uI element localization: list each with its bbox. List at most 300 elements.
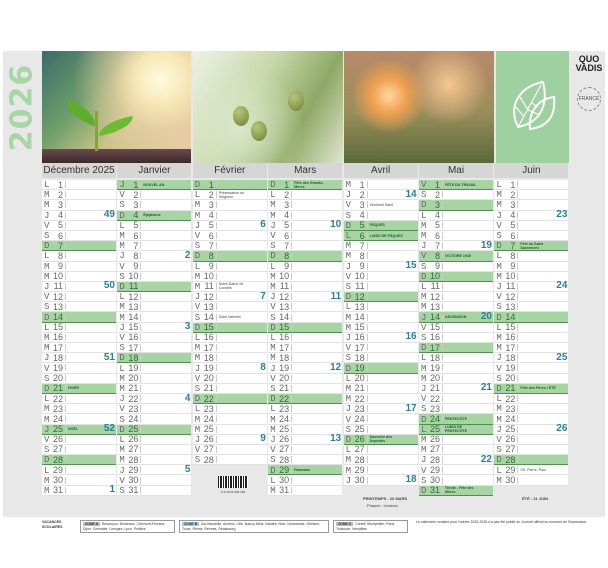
day-row[interactable] [344, 353, 418, 363]
day-row[interactable] [268, 435, 342, 445]
day-row[interactable] [117, 272, 191, 282]
day-number: 20 [354, 373, 365, 384]
day-number: 27 [128, 444, 139, 455]
day-row[interactable] [344, 312, 418, 322]
divider [65, 415, 66, 422]
day-row[interactable] [419, 312, 493, 322]
divider [291, 477, 292, 484]
day-row[interactable] [344, 272, 418, 282]
week-number: 24 [556, 280, 568, 292]
day-row[interactable] [419, 200, 493, 210]
divider [65, 405, 66, 412]
day-row[interactable] [419, 292, 493, 302]
day-row[interactable] [42, 445, 116, 455]
day-row[interactable] [42, 475, 116, 485]
day-row[interactable] [419, 353, 493, 363]
day-row[interactable] [193, 282, 267, 292]
day-row[interactable] [42, 323, 116, 333]
month-column [419, 180, 493, 496]
day-row[interactable] [419, 425, 493, 435]
day-row[interactable] [42, 312, 116, 322]
day-row[interactable] [42, 384, 116, 394]
day-number: 5 [133, 220, 139, 231]
day-row[interactable] [268, 486, 342, 496]
divider [291, 436, 292, 443]
day-row[interactable] [193, 262, 267, 272]
day-row[interactable] [117, 251, 191, 261]
day-row[interactable] [193, 180, 267, 190]
day-row[interactable] [42, 333, 116, 343]
day-row[interactable] [268, 323, 342, 333]
day-row[interactable] [494, 302, 568, 312]
day-row[interactable] [494, 262, 568, 272]
day-row[interactable] [494, 374, 568, 384]
day-row[interactable] [419, 455, 493, 465]
day-row[interactable] [268, 384, 342, 394]
divider [140, 477, 141, 484]
day-row[interactable] [42, 262, 116, 272]
divider [291, 303, 292, 310]
day-row[interactable] [344, 435, 418, 445]
day-number: 6 [133, 230, 139, 241]
day-row[interactable] [193, 292, 267, 302]
day-row[interactable] [117, 445, 191, 455]
day-row[interactable] [117, 221, 191, 231]
day-row[interactable] [419, 221, 493, 231]
day-number: 11 [129, 281, 139, 292]
day-row[interactable] [419, 190, 493, 200]
day-row[interactable] [193, 414, 267, 424]
day-row[interactable] [344, 262, 418, 272]
day-number: 11 [430, 281, 440, 292]
divider [291, 426, 292, 433]
day-row[interactable] [344, 302, 418, 312]
day-row[interactable] [494, 180, 568, 190]
day-row[interactable] [268, 414, 342, 424]
day-number: 27 [354, 444, 365, 455]
day-row[interactable] [193, 241, 267, 251]
day-row[interactable] [268, 272, 342, 282]
zone-a-text: Besançon, Bordeaux, Clermont-Ferrand, Dijon, Grenoble, Limoges, Lyon, Poitiers [83, 522, 166, 531]
day-row[interactable] [117, 435, 191, 445]
week-number: 6 [260, 219, 266, 231]
day-row[interactable] [419, 394, 493, 404]
day-row[interactable] [268, 404, 342, 414]
day-row[interactable] [494, 292, 568, 302]
day-row[interactable] [42, 404, 116, 414]
day-number: 10 [128, 271, 139, 282]
divider [216, 364, 217, 371]
day-row[interactable] [268, 455, 342, 465]
day-row[interactable] [117, 455, 191, 465]
day-row[interactable] [344, 190, 418, 200]
day-row[interactable] [117, 262, 191, 272]
day-row[interactable] [117, 394, 191, 404]
day-number: 30 [505, 475, 516, 486]
divider [65, 375, 66, 382]
divider [216, 212, 217, 219]
day-number: 15 [429, 322, 440, 333]
day-row[interactable] [117, 241, 191, 251]
divider [442, 252, 443, 259]
day-row[interactable] [117, 363, 191, 373]
day-row[interactable] [494, 425, 568, 435]
day-note: Fête des Grands-Mères [294, 180, 324, 189]
day-row[interactable] [117, 180, 191, 190]
day-number: 21 [52, 383, 63, 394]
divider [140, 181, 141, 188]
divider [517, 181, 518, 188]
photo-flowers [344, 51, 494, 163]
day-row[interactable] [42, 455, 116, 465]
day-number: 2 [359, 189, 365, 200]
day-row[interactable] [193, 190, 267, 200]
day-number: 7 [57, 240, 63, 251]
divider [291, 354, 292, 361]
day-row[interactable] [494, 465, 568, 475]
day-row[interactable] [42, 486, 116, 496]
day-row[interactable] [117, 312, 191, 322]
day-row[interactable] [193, 455, 267, 465]
day-row[interactable] [268, 302, 342, 312]
divider [517, 334, 518, 341]
day-row[interactable] [42, 180, 116, 190]
day-row[interactable] [117, 323, 191, 333]
day-number: 28 [429, 454, 440, 465]
divider [291, 466, 292, 473]
day-row[interactable] [268, 374, 342, 384]
day-row[interactable] [494, 363, 568, 373]
day-row[interactable] [419, 272, 493, 282]
day-row[interactable] [42, 282, 116, 292]
day-row[interactable] [193, 435, 267, 445]
day-number: 9 [284, 261, 290, 272]
divider [291, 446, 292, 453]
day-row[interactable] [344, 211, 418, 221]
day-number: 28 [354, 454, 365, 465]
day-row[interactable] [117, 333, 191, 343]
week-number: 11 [330, 290, 342, 302]
day-row[interactable] [117, 190, 191, 200]
week-number: 20 [480, 311, 492, 323]
day-row[interactable] [268, 251, 342, 261]
day-row[interactable] [117, 353, 191, 363]
day-row[interactable] [268, 292, 342, 302]
day-row[interactable] [42, 241, 116, 251]
day-number: 21 [505, 383, 516, 394]
day-number: 15 [52, 322, 63, 333]
divider [216, 436, 217, 443]
day-row[interactable] [419, 211, 493, 221]
day-row[interactable] [193, 384, 267, 394]
day-row[interactable] [193, 323, 267, 333]
zone-c-text: Créteil, Montpellier, Paris, Toulouse, Versailles [336, 522, 396, 531]
day-row[interactable] [268, 394, 342, 404]
divider [367, 212, 368, 219]
day-row[interactable] [344, 425, 418, 435]
day-row[interactable] [344, 374, 418, 384]
day-row[interactable] [344, 384, 418, 394]
divider [517, 252, 518, 259]
day-row[interactable] [494, 404, 568, 414]
year-text: 2026 [4, 63, 40, 152]
day-row[interactable] [117, 384, 191, 394]
day-row[interactable] [268, 363, 342, 373]
day-row[interactable] [117, 302, 191, 312]
year-label [4, 60, 40, 155]
day-row[interactable] [344, 200, 418, 210]
day-number: 10 [429, 271, 440, 282]
day-row[interactable] [193, 343, 267, 353]
week-number: 2 [184, 249, 191, 261]
day-row[interactable] [494, 231, 568, 241]
day-row[interactable] [494, 384, 568, 394]
day-row[interactable] [193, 231, 267, 241]
day-row[interactable] [268, 180, 342, 190]
day-row[interactable] [268, 241, 342, 251]
day-row[interactable] [419, 404, 493, 414]
divider [291, 395, 292, 402]
day-row[interactable] [419, 414, 493, 424]
day-row[interactable] [193, 211, 267, 221]
day-row[interactable] [117, 374, 191, 384]
day-row[interactable] [344, 404, 418, 414]
day-row[interactable] [42, 302, 116, 312]
day-row[interactable] [193, 374, 267, 384]
divider [442, 303, 443, 310]
day-row[interactable] [344, 221, 418, 231]
day-row[interactable] [117, 231, 191, 241]
day-row[interactable] [344, 455, 418, 465]
day-row[interactable] [419, 323, 493, 333]
week-number: 10 [330, 219, 342, 231]
day-row[interactable] [419, 435, 493, 445]
day-row[interactable] [419, 343, 493, 353]
day-row[interactable] [193, 200, 267, 210]
divider [517, 364, 518, 371]
day-row[interactable] [494, 435, 568, 445]
day-row[interactable] [494, 333, 568, 343]
day-row[interactable] [419, 465, 493, 475]
divider [517, 232, 518, 239]
day-row[interactable] [344, 231, 418, 241]
day-row[interactable] [344, 343, 418, 353]
day-row[interactable] [117, 211, 191, 221]
day-row[interactable] [419, 333, 493, 343]
day-row[interactable] [494, 455, 568, 465]
france-badge: FRANCE [577, 87, 601, 111]
day-number: 19 [505, 362, 516, 373]
divider [367, 263, 368, 270]
divider [291, 487, 292, 494]
day-number: 25 [429, 424, 440, 435]
day-note: Fête du Saint Sacrement [520, 241, 543, 250]
day-row[interactable] [494, 445, 568, 455]
day-row[interactable] [419, 241, 493, 251]
summer-label: ÉTÉ : 21 JUIN [522, 496, 549, 501]
divider [216, 263, 217, 270]
day-row[interactable] [344, 292, 418, 302]
divider [216, 201, 217, 208]
day-number: 23 [505, 403, 516, 414]
day-row[interactable] [494, 251, 568, 261]
day-row[interactable] [494, 475, 568, 485]
day-row[interactable] [42, 353, 116, 363]
day-row[interactable] [419, 180, 493, 190]
day-row[interactable] [42, 394, 116, 404]
day-row[interactable] [419, 486, 493, 496]
day-row[interactable] [42, 374, 116, 384]
day-row[interactable] [494, 353, 568, 363]
month-header: Juin [494, 163, 568, 178]
day-number: 4 [208, 210, 214, 221]
day-row[interactable] [42, 292, 116, 302]
day-note: Présentation du Seigneur [218, 190, 244, 199]
day-row[interactable] [42, 435, 116, 445]
day-row[interactable] [193, 333, 267, 343]
month-header: Février [193, 163, 267, 178]
divider [291, 263, 292, 270]
divider [216, 314, 217, 321]
day-row[interactable] [494, 323, 568, 333]
divider [367, 273, 368, 280]
day-number: 1 [284, 179, 290, 190]
day-row[interactable] [117, 200, 191, 210]
day-row[interactable] [117, 292, 191, 302]
day-row[interactable] [42, 211, 116, 221]
day-row[interactable] [193, 394, 267, 404]
day-row[interactable] [42, 425, 116, 435]
divider [216, 426, 217, 433]
weekday-letters: VSDLMMJVSDLMMJVSDLMMJVSDLMMJVSD [421, 180, 427, 497]
day-row[interactable] [42, 221, 116, 231]
day-row[interactable] [419, 384, 493, 394]
day-row[interactable] [193, 221, 267, 231]
day-row[interactable] [193, 353, 267, 363]
day-row[interactable] [344, 241, 418, 251]
day-row[interactable] [193, 425, 267, 435]
day-number: 31 [279, 485, 290, 496]
day-row[interactable] [193, 445, 267, 455]
day-row[interactable] [117, 425, 191, 435]
day-row[interactable] [268, 262, 342, 272]
divider [291, 283, 292, 290]
day-row[interactable] [117, 465, 191, 475]
day-row[interactable] [344, 475, 418, 485]
day-number: 29 [52, 464, 63, 475]
month-column [268, 180, 342, 496]
day-row[interactable] [42, 363, 116, 373]
divider [367, 395, 368, 402]
day-row[interactable] [117, 343, 191, 353]
day-number: 16 [52, 332, 63, 343]
day-number: 22 [128, 393, 139, 404]
day-row[interactable] [494, 211, 568, 221]
divider [517, 385, 518, 392]
day-number: 8 [510, 250, 516, 261]
day-row[interactable] [193, 251, 267, 261]
divider [140, 232, 141, 239]
day-number: 25 [354, 424, 365, 435]
day-row[interactable] [117, 475, 191, 485]
day-row[interactable] [268, 465, 342, 475]
day-row[interactable] [117, 404, 191, 414]
legend-title: VACANCES SCOLAIRES [42, 520, 63, 529]
day-row[interactable] [193, 363, 267, 373]
day-row[interactable] [268, 221, 342, 231]
day-number: 5 [284, 220, 290, 231]
day-number: 25 [128, 424, 139, 435]
day-row[interactable] [494, 312, 568, 322]
day-row[interactable] [268, 343, 342, 353]
divider [216, 344, 217, 351]
day-number: 31 [128, 485, 139, 496]
day-row[interactable] [268, 333, 342, 343]
day-row[interactable] [268, 445, 342, 455]
divider [216, 375, 217, 382]
day-row[interactable] [117, 486, 191, 496]
day-row[interactable] [344, 445, 418, 455]
day-row[interactable] [344, 414, 418, 424]
day-row[interactable] [42, 251, 116, 261]
day-row[interactable] [419, 475, 493, 485]
day-row[interactable] [494, 190, 568, 200]
day-row[interactable] [117, 414, 191, 424]
day-row[interactable] [494, 282, 568, 292]
day-row[interactable] [419, 363, 493, 373]
day-number: 19 [128, 362, 139, 373]
day-row[interactable] [268, 231, 342, 241]
week-number: 13 [330, 433, 342, 445]
day-number: 3 [208, 199, 214, 210]
day-row[interactable] [193, 302, 267, 312]
day-row[interactable] [268, 200, 342, 210]
day-number: 20 [505, 373, 516, 384]
day-row[interactable] [494, 241, 568, 251]
day-row[interactable] [42, 231, 116, 241]
day-row[interactable] [419, 251, 493, 261]
day-row[interactable] [268, 312, 342, 322]
day-number: 12 [128, 291, 139, 302]
day-number: 17 [203, 342, 214, 353]
week-number: 19 [480, 239, 492, 251]
day-number: 21 [429, 383, 440, 394]
day-row[interactable] [344, 363, 418, 373]
day-row[interactable] [193, 404, 267, 414]
day-row[interactable] [419, 282, 493, 292]
day-row[interactable] [42, 465, 116, 475]
day-row[interactable] [117, 282, 191, 292]
day-row[interactable] [268, 475, 342, 485]
day-number: 1 [133, 179, 139, 190]
day-row[interactable] [42, 190, 116, 200]
divider [367, 334, 368, 341]
day-row[interactable] [419, 262, 493, 272]
day-row[interactable] [193, 312, 267, 322]
week-number: 49 [103, 209, 115, 221]
divider [367, 324, 368, 331]
day-number: 9 [208, 261, 214, 272]
day-row[interactable] [494, 394, 568, 404]
day-row[interactable] [268, 190, 342, 200]
day-row[interactable] [344, 333, 418, 343]
day-number: 24 [505, 413, 516, 424]
day-row[interactable] [344, 282, 418, 292]
divider [442, 456, 443, 463]
day-row[interactable] [494, 221, 568, 231]
day-number: 26 [203, 434, 214, 445]
day-row[interactable] [193, 272, 267, 282]
